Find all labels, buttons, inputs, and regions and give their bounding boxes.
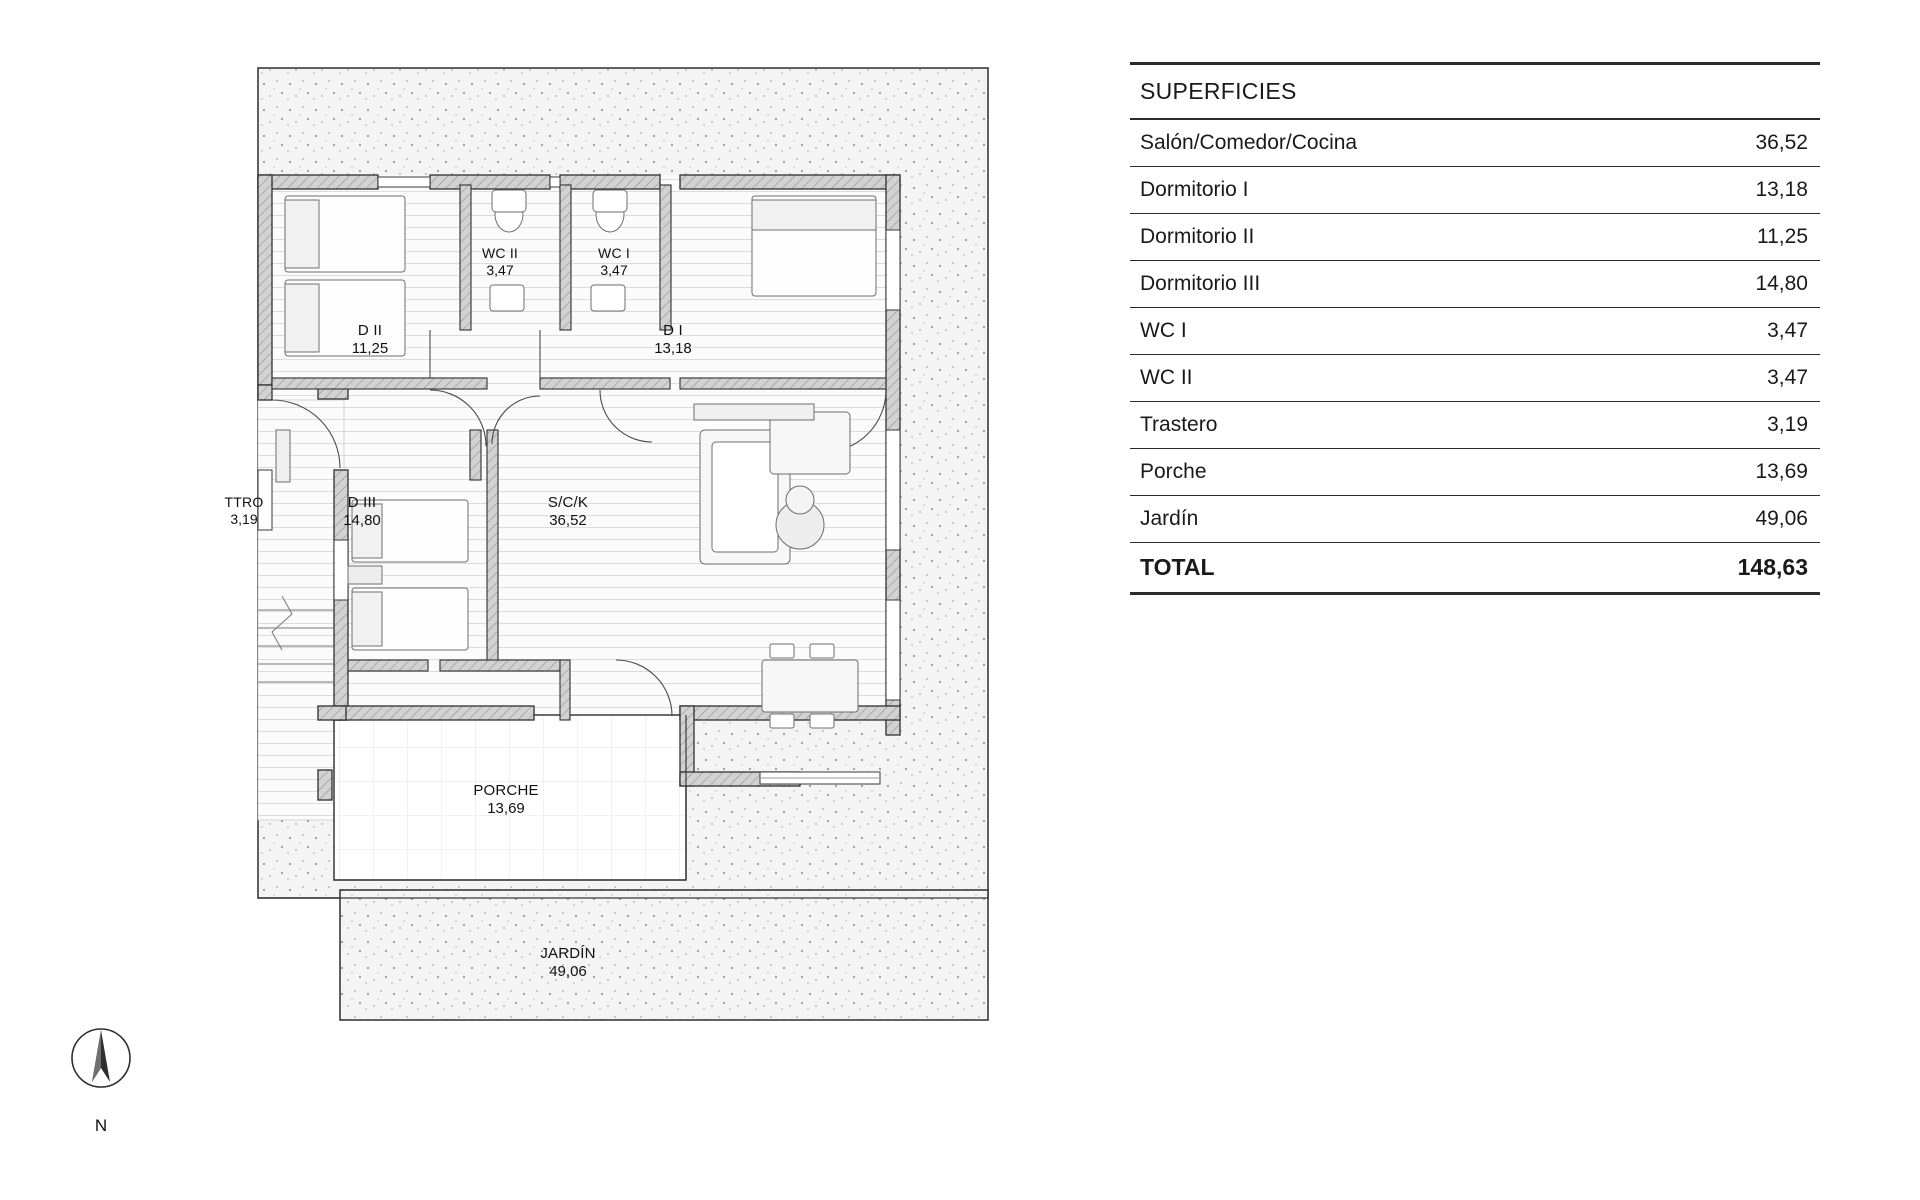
table-row (1130, 167, 1820, 214)
table-row (1130, 261, 1820, 308)
room-area: 3,47 (486, 262, 514, 279)
row-value: 3,47 (1623, 308, 1820, 355)
surfaces-title: SUPERFICIES (1130, 64, 1820, 120)
room-area: 49,06 (549, 963, 587, 981)
north-arrow-icon (70, 1020, 160, 1120)
table-row (1130, 449, 1820, 496)
table-row (1130, 308, 1820, 355)
row-label: WC II (1130, 355, 1623, 402)
total-label: TOTAL (1130, 543, 1623, 594)
row-value: 3,19 (1623, 402, 1820, 449)
room-area: 13,69 (487, 800, 525, 818)
surfaces-table (1130, 62, 1820, 595)
north-label: N (94, 1116, 108, 1135)
row-label: Porche (1130, 449, 1623, 496)
row-value: 13,18 (1623, 167, 1820, 214)
table-row (1130, 496, 1820, 543)
row-label: WC I (1130, 308, 1623, 355)
table-row (1130, 214, 1820, 261)
room-area: 3,47 (600, 262, 628, 279)
row-value: 36,52 (1623, 119, 1820, 167)
row-label: Salón/Comedor/Cocina (1130, 119, 1623, 167)
north-arrow (70, 1020, 160, 1150)
table-row (1130, 119, 1820, 167)
room-name: WC II (482, 245, 518, 261)
row-value: 49,06 (1623, 496, 1820, 543)
room-name: S/C/K (547, 494, 589, 511)
surfaces-panel (1130, 62, 1820, 595)
row-value: 3,47 (1623, 355, 1820, 402)
row-value: 14,80 (1623, 261, 1820, 308)
table-total-row (1130, 543, 1820, 594)
row-label: Dormitorio II (1130, 214, 1623, 261)
room-area: 11,25 (351, 340, 389, 358)
row-label: Dormitorio I (1130, 167, 1623, 214)
room-area: 14,80 (343, 512, 381, 530)
total-value: 148,63 (1623, 543, 1820, 594)
table-row (1130, 402, 1820, 449)
room-name: TTRO (224, 494, 264, 510)
room-area: 3,19 (230, 511, 258, 528)
room-area: 36,52 (549, 512, 587, 530)
room-name: D II (357, 322, 383, 339)
row-label: Jardín (1130, 496, 1623, 543)
row-label: Trastero (1130, 402, 1623, 449)
table-row (1130, 355, 1820, 402)
room-name: JARDÍN (540, 945, 596, 962)
room-name: WC I (598, 245, 630, 261)
room-name: D I (663, 322, 683, 339)
room-name: PORCHE (473, 782, 539, 799)
porch-area (334, 715, 686, 880)
room-area: 13,18 (654, 340, 692, 358)
table-header-row (1130, 64, 1820, 120)
row-label: Dormitorio III (1130, 261, 1623, 308)
row-value: 13,69 (1623, 449, 1820, 496)
row-value: 11,25 (1623, 214, 1820, 261)
room-name: D III (347, 494, 377, 511)
